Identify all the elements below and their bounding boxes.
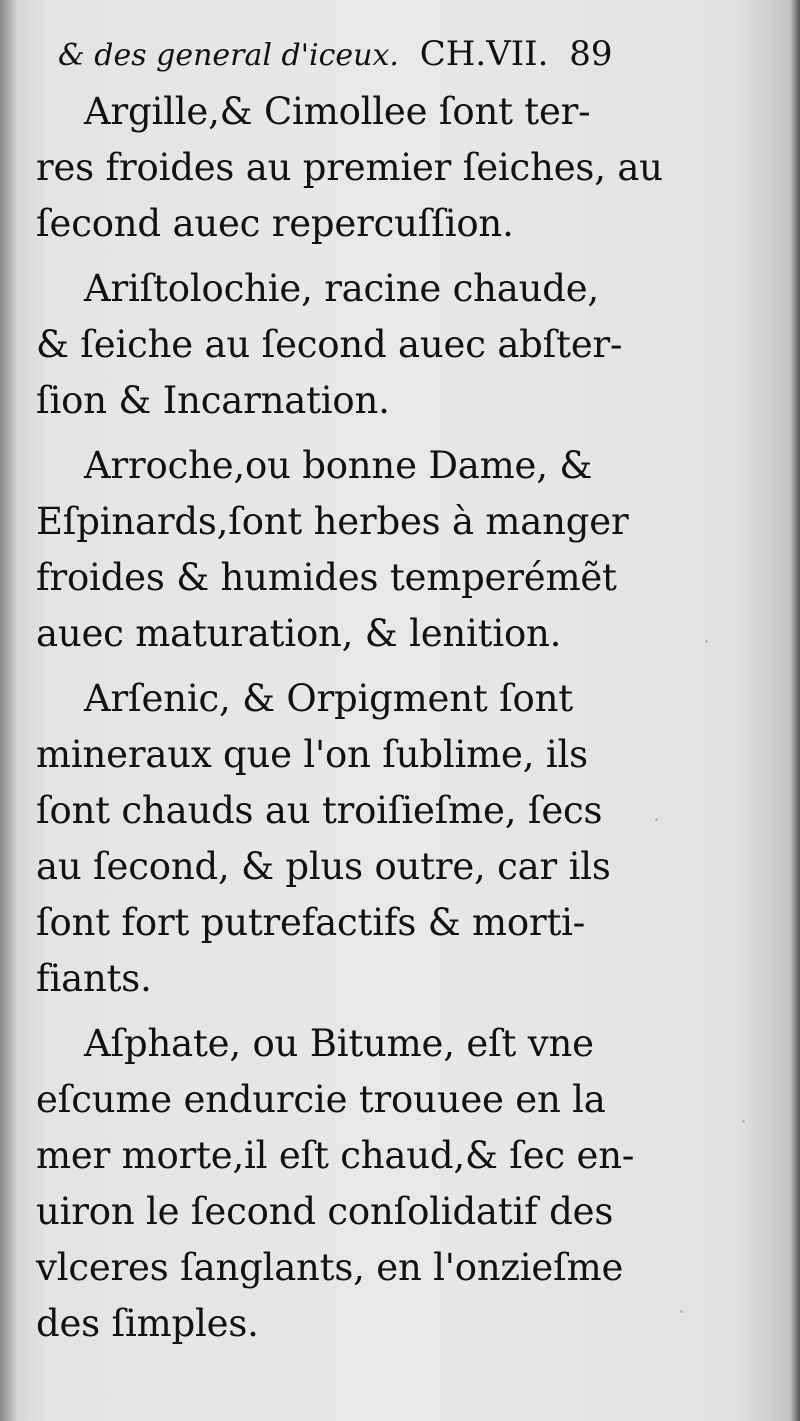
paragraph-argille	[36, 84, 663, 252]
text-line: mer morte,il eſt chaud,& ſec en-	[36, 1134, 635, 1177]
page-shadow-right	[790, 0, 800, 1421]
text-line: res froides au premier ſeiches, au	[36, 146, 663, 189]
page-shadow-left	[0, 0, 18, 1421]
paper-speck	[742, 1120, 745, 1123]
body-text	[36, 84, 663, 1352]
paragraph-arroche	[36, 438, 629, 662]
running-header	[58, 26, 618, 82]
paragraph-aristolochie	[36, 261, 623, 429]
text-line: ſont fort putrefactifs & morti-	[36, 901, 586, 944]
text-line: Arſenic, & Orpigment ſont	[84, 677, 573, 720]
paragraph-asphate	[36, 1016, 635, 1352]
text-line: eſcume endurcie trouuee en la	[36, 1078, 606, 1121]
text-line: uiron le ſecond conſolidatif des	[36, 1190, 614, 1233]
paragraph-arsenic	[36, 671, 611, 1007]
text-line: mineraux que l'on ſublime, ils	[36, 733, 588, 776]
text-line: vlceres ſanglants, en l'onzieſme	[36, 1246, 624, 1289]
text-line: Arroche,ou bonne Dame, &	[84, 444, 593, 487]
text-line: Ariſtolochie, racine chaude,	[84, 267, 599, 310]
text-line: Aſphate, ou Bitume, eſt vne	[84, 1022, 594, 1065]
text-line: & ſeiche au ſecond auec abſter-	[36, 323, 623, 366]
text-line: Eſpinards,ſont herbes à manger	[36, 500, 629, 543]
text-line: au ſecond, & plus outre, car ils	[36, 845, 611, 888]
text-line: des ſimples.	[36, 1302, 259, 1345]
chapter-number: CH.VII.	[419, 34, 549, 74]
text-line: auec maturation, & lenition.	[36, 612, 562, 655]
text-line: ſecond auec repercuſſion.	[36, 202, 514, 245]
text-line: ſion & Incarnation.	[36, 379, 390, 422]
text-line: Argille,& Cimollee ſont ter-	[84, 90, 591, 133]
text-line: ſont chauds au troiſieſme, ſecs	[36, 789, 603, 832]
page-number: 89	[569, 34, 613, 74]
text-line: fiants.	[36, 957, 152, 1000]
paper-speck	[680, 1310, 683, 1313]
paper-speck	[655, 818, 658, 821]
running-title: & des general d'iceux.	[58, 38, 399, 73]
text-line: froides & humides temperémẽt	[36, 556, 617, 599]
paper-speck	[705, 640, 708, 643]
